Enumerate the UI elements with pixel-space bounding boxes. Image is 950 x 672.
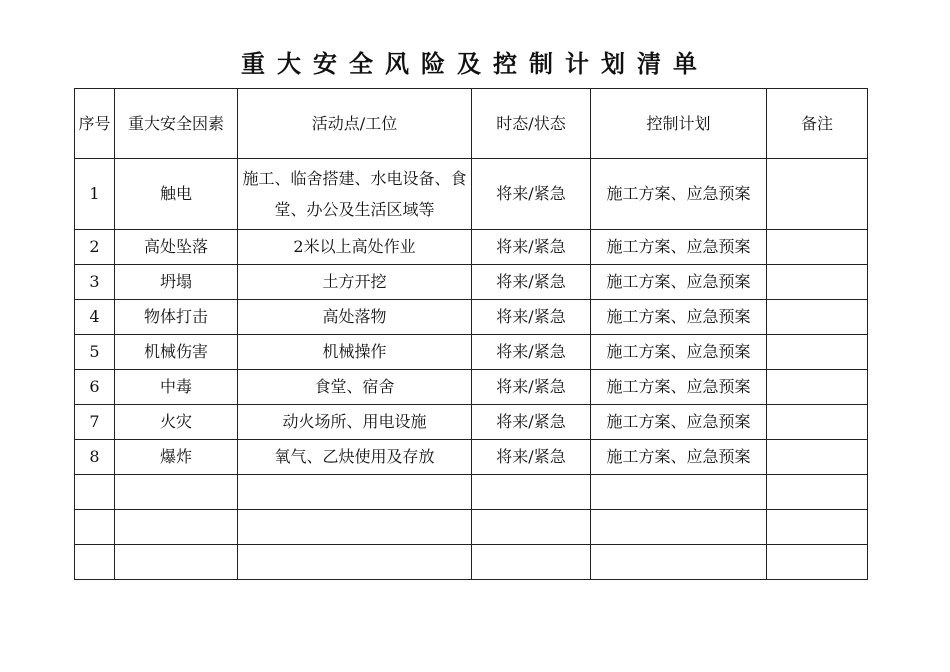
cell-control-plan: 施工方案、应急预案 (591, 405, 767, 440)
table-row-empty (75, 475, 868, 510)
cell-index: 6 (75, 370, 115, 405)
cell-tense-state: 将来/紧急 (472, 159, 591, 230)
header-tense-state: 时态/状态 (472, 89, 591, 159)
cell-activity-location: 机械操作 (238, 335, 472, 370)
cell-activity-location: 食堂、宿舍 (238, 370, 472, 405)
cell-index: 8 (75, 440, 115, 475)
cell-index (75, 510, 115, 545)
cell-control-plan: 施工方案、应急预案 (591, 265, 767, 300)
page-title: 重大安全风险及控制计划清单 (241, 49, 709, 78)
table-row (75, 405, 868, 440)
cell-control-plan: 施工方案、应急预案 (591, 370, 767, 405)
cell-activity-location: 2米以上高处作业 (238, 230, 472, 265)
cell-activity-location (238, 545, 472, 580)
cell-risk-factor: 坍塌 (115, 265, 238, 300)
table-row (75, 300, 868, 335)
cell-index: 4 (75, 300, 115, 335)
table-row (75, 335, 868, 370)
cell-remarks (767, 510, 868, 545)
cell-remarks (767, 300, 868, 335)
cell-activity-location: 施工、临舍搭建、水电设备、食堂、办公及生活区域等 (238, 159, 472, 230)
table-row-empty (75, 545, 868, 580)
cell-activity-location: 氧气、乙炔使用及存放 (238, 440, 472, 475)
cell-risk-factor: 物体打击 (115, 300, 238, 335)
cell-tense-state: 将来/紧急 (472, 370, 591, 405)
cell-risk-factor (115, 475, 238, 510)
cell-tense-state (472, 475, 591, 510)
cell-control-plan: 施工方案、应急预案 (591, 230, 767, 265)
cell-activity-location (238, 510, 472, 545)
cell-remarks (767, 230, 868, 265)
cell-risk-factor: 机械伤害 (115, 335, 238, 370)
cell-activity-location (238, 475, 472, 510)
cell-activity-location: 高处落物 (238, 300, 472, 335)
cell-tense-state (472, 545, 591, 580)
cell-index (75, 545, 115, 580)
cell-activity-location: 土方开挖 (238, 265, 472, 300)
cell-control-plan: 施工方案、应急预案 (591, 335, 767, 370)
cell-risk-factor: 爆炸 (115, 440, 238, 475)
table-row (75, 159, 868, 230)
cell-control-plan: 施工方案、应急预案 (591, 440, 767, 475)
cell-remarks (767, 335, 868, 370)
cell-remarks (767, 370, 868, 405)
cell-tense-state: 将来/紧急 (472, 440, 591, 475)
cell-risk-factor: 触电 (115, 159, 238, 230)
cell-index: 2 (75, 230, 115, 265)
cell-index (75, 475, 115, 510)
header-activity-location: 活动点/工位 (238, 89, 472, 159)
cell-control-plan: 施工方案、应急预案 (591, 159, 767, 230)
cell-risk-factor: 中毒 (115, 370, 238, 405)
risk-control-table (74, 88, 868, 580)
cell-control-plan (591, 475, 767, 510)
cell-index: 3 (75, 265, 115, 300)
cell-index: 1 (75, 159, 115, 230)
cell-tense-state (472, 510, 591, 545)
cell-activity-location: 动火场所、用电设施 (238, 405, 472, 440)
table-row-empty (75, 510, 868, 545)
cell-remarks (767, 475, 868, 510)
cell-risk-factor: 高处坠落 (115, 230, 238, 265)
cell-tense-state: 将来/紧急 (472, 405, 591, 440)
header-index: 序号 (75, 89, 115, 159)
cell-tense-state: 将来/紧急 (472, 335, 591, 370)
cell-remarks (767, 159, 868, 230)
cell-risk-factor: 火灾 (115, 405, 238, 440)
table-row (75, 265, 868, 300)
table-row (75, 440, 868, 475)
table-row (75, 230, 868, 265)
cell-risk-factor (115, 510, 238, 545)
cell-tense-state: 将来/紧急 (472, 265, 591, 300)
table-row (75, 370, 868, 405)
table-header-row (75, 89, 868, 159)
cell-tense-state: 将来/紧急 (472, 300, 591, 335)
cell-tense-state: 将来/紧急 (472, 230, 591, 265)
header-risk-factor: 重大安全因素 (115, 89, 238, 159)
cell-control-plan (591, 510, 767, 545)
cell-remarks (767, 545, 868, 580)
cell-risk-factor (115, 545, 238, 580)
header-remarks: 备注 (767, 89, 868, 159)
cell-index: 5 (75, 335, 115, 370)
cell-control-plan: 施工方案、应急预案 (591, 300, 767, 335)
cell-index: 7 (75, 405, 115, 440)
cell-control-plan (591, 545, 767, 580)
header-control-plan: 控制计划 (591, 89, 767, 159)
cell-remarks (767, 440, 868, 475)
cell-remarks (767, 405, 868, 440)
cell-remarks (767, 265, 868, 300)
